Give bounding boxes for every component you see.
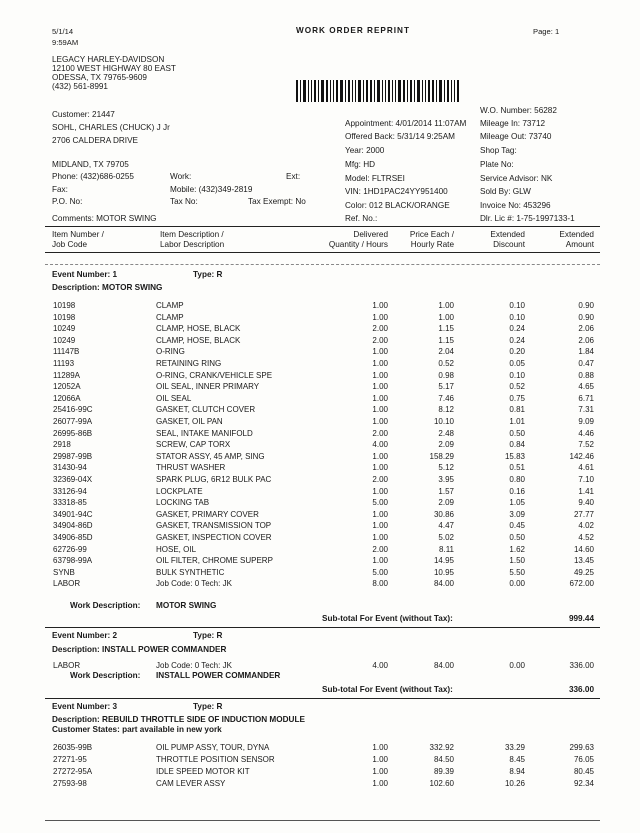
item-description: CLAMP [156,301,184,310]
item-number: 10198 [53,312,76,322]
event2-labor-row [0,660,640,671]
item-amount: 0.90 [578,301,594,310]
item-discount: 3.09 [509,509,525,519]
item-number: 26035-99B [53,743,93,752]
item-description: CLAMP [156,312,184,322]
customer-taxno: Tax No: [170,197,198,206]
item-amount: 9.40 [578,498,594,508]
item-description: SEAL, INTAKE MANIFOLD [156,428,253,438]
item-amount: 4.52 [578,533,594,542]
item-qty: 1.00 [372,779,388,788]
item-amount: 2.06 [578,335,594,345]
table-row [0,439,640,450]
customer-comments: Comments: MOTOR SWING [52,214,157,223]
item-amount: 92.34 [573,779,594,788]
customer-ext: Ext: [286,172,301,181]
item-discount: 8.94 [509,767,525,776]
item-price: 7.46 [438,393,454,403]
item-number: 10198 [53,301,76,310]
item-discount: 33.29 [504,743,525,752]
dealer-address1: 12100 WEST HIGHWAY 80 EAST [52,64,176,73]
item-discount: 0.10 [509,301,525,310]
item-description: GASKET, TRANSMISSION TOP [156,521,272,531]
item-number: 26077-99A [53,417,93,426]
plate-no: Plate No: [480,160,514,169]
item-qty: 5.00 [372,498,388,508]
item-price: 2.09 [438,498,454,508]
item-price: 10.95 [433,567,454,577]
item-amount: 0.47 [578,359,594,368]
event2-subtotal: 336.00 [568,685,594,694]
item-description: O-RING, CRANK/VEHICLE SPE [156,370,273,380]
customer-work: Work: [170,172,192,181]
page-title: WORK ORDER REPRINT [296,26,410,35]
item-price: 1.15 [438,324,454,334]
shop-tag: Shop Tag: [480,146,517,155]
table-row [0,312,640,323]
item-price: 0.52 [438,359,454,368]
vehicle-model: Model: FLTRSEI [345,174,405,183]
item-number: 2918 [53,440,71,450]
item-number: 11147B [53,347,80,357]
event2-work-desc: INSTALL POWER COMMANDER [156,671,281,680]
col-amt-1: Extended [559,230,594,239]
table-row [0,323,640,334]
item-amount: 7.10 [578,475,594,484]
table-row [0,520,640,531]
item-number: 31430-94 [53,463,87,473]
table-row [0,346,640,357]
item-discount: 8.45 [509,755,525,764]
item-discount: 0.10 [509,370,525,380]
page-bottom-rule [45,820,600,821]
item-discount: 0.00 [509,579,525,589]
item-discount: 0.51 [509,463,525,473]
item-number: 11289A [53,370,80,380]
item-price: 158.29 [429,451,454,461]
item-discount: 0.81 [509,405,525,415]
item-qty: 4.00 [372,440,388,450]
item-number: 12066A [53,393,81,403]
table-row [0,567,640,578]
item-description: IDLE SPEED MOTOR KIT [156,767,250,776]
print-date: 5/1/14 [52,27,74,36]
item-price: 84.00 [433,579,454,589]
customer-tax-exempt: Tax Exempt: No [248,197,306,206]
item-description: Job Code: 0 Tech: JK [156,579,232,589]
item-qty: 1.00 [372,533,388,542]
item-description: THROTTLE POSITION SENSOR [156,755,275,764]
item-amount: 299.63 [569,743,594,752]
item-discount: 0.75 [509,393,525,403]
item-discount: 10.26 [504,779,525,788]
event3-customer-states: Customer States: part available in new york [52,725,222,734]
item-discount: 0.24 [509,335,525,345]
item-number: 11193 [53,359,75,368]
item-description: O-RING [156,347,185,357]
item-discount: 0.80 [509,475,525,484]
item-discount: 0.05 [509,359,525,368]
service-advisor: Service Advisor: NK [480,174,553,183]
table-row [0,358,640,369]
table-row [0,497,640,508]
item-qty: 1.00 [372,393,388,403]
table-row [0,766,640,777]
item-number: 29987-99B [53,451,93,461]
item-description: SPARK PLUG, 6R12 BULK PAC [156,475,272,484]
customer-name: SOHL, CHARLES (CHUCK) J Jr [52,123,170,132]
item-description: Job Code: 0 Tech: JK [156,661,232,670]
event1-work-desc-label: Work Description: [70,601,141,610]
table-row [0,451,640,462]
event1-description: Description: MOTOR SWING [52,283,163,292]
col-disc-1: Extended [490,230,525,239]
item-discount: 0.84 [509,440,525,450]
item-amount: 336.00 [569,661,594,670]
item-discount: 1.05 [509,498,525,508]
item-price: 3.95 [438,475,454,484]
customer-number: Customer: 21447 [52,110,115,119]
item-description: OIL FILTER, CHROME SUPERP [156,556,273,566]
table-row [0,462,640,473]
item-qty: 1.00 [372,359,388,368]
item-qty: 8.00 [372,579,388,589]
item-description: GASKET, CLUTCH COVER [156,405,256,415]
item-description: CLAMP, HOSE, BLACK [156,335,241,345]
item-price: 8.12 [438,405,454,415]
col-desc-1: Item Description / [160,230,224,239]
event2-subtotal-label: Sub-total For Event (without Tax): [322,685,453,694]
item-price: 2.09 [438,440,454,450]
item-number: 34906-85D [53,533,93,542]
dealer-address2: ODESSA, TX 79765-9609 [52,73,147,82]
item-amount: 13.45 [573,556,594,566]
item-amount: 4.65 [578,382,594,392]
item-amount: 9.09 [578,417,594,426]
item-qty: 1.00 [372,312,388,322]
print-time: 9:59AM [52,38,79,47]
customer-po: P.O. No: [52,197,83,206]
mileage-out: Mileage Out: 73740 [480,132,552,141]
item-qty: 1.00 [372,382,388,392]
item-price: 10.10 [433,417,454,426]
item-number: LABOR [53,579,81,589]
event1-number: Event Number: 1 [52,270,118,279]
event3-type: Type: R [193,702,223,711]
item-number: 33318-85 [53,498,87,508]
item-price: 84.00 [433,661,454,670]
item-price: 1.00 [438,312,454,322]
table-row [0,474,640,485]
event1-subtotal-label: Sub-total For Event (without Tax): [322,614,453,623]
invoice-no: Invoice No: 453296 [480,201,551,210]
item-price: 332.92 [429,743,454,752]
item-discount: 0.52 [509,382,525,392]
item-price: 2.04 [438,347,454,357]
item-price: 102.60 [429,779,454,788]
col-amt-2: Amount [565,240,594,249]
col-price-1: Price Each / [409,230,454,239]
item-discount: 0.24 [509,324,525,334]
vehicle-vin: VIN: 1HD1PAC24YY951400 [345,187,448,196]
page-number: Page: 1 [533,27,560,36]
vehicle-year: Year: 2000 [345,146,385,155]
item-amount: 0.90 [578,312,594,322]
table-row [0,393,640,404]
item-amount: 4.46 [578,428,594,438]
item-description: GASKET, PRIMARY COVER [156,509,259,519]
item-amount: 6.71 [578,393,594,403]
table-row [0,532,640,543]
table-row [0,404,640,415]
item-description: GASKET, OIL PAN [156,417,223,426]
col-desc-2: Labor Description [160,240,225,249]
item-discount: 1.62 [509,544,525,554]
item-price: 14.95 [433,556,454,566]
event2-type: Type: R [193,631,223,640]
item-amount: 2.06 [578,324,594,334]
item-amount: 49.25 [573,567,594,577]
item-qty: 1.00 [372,743,388,752]
item-discount: 0.50 [509,533,525,542]
col-item-2: Job Code [52,240,88,249]
sold-by: Sold By: GLW [480,187,531,196]
item-description: LOCKING TAB [156,498,210,508]
header-rule-top [45,226,600,227]
item-discount: 0.45 [509,521,525,531]
item-amount: 7.52 [578,440,594,450]
table-row [0,300,640,311]
item-price: 84.50 [433,755,454,764]
dealer-name: LEGACY HARLEY-DAVIDSON [52,55,165,64]
item-description: STATOR ASSY, 45 AMP, SING [156,451,265,461]
event2-number: Event Number: 2 [52,631,118,640]
item-price: 1.15 [438,335,454,345]
item-description: OIL SEAL [156,393,192,403]
customer-address: 2706 CALDERA DRIVE [52,136,139,145]
item-discount: 0.00 [509,661,525,670]
event1-rule [45,264,600,265]
item-amount: 672.00 [569,579,594,589]
item-price: 8.11 [439,544,454,554]
item-qty: 2.00 [372,544,388,554]
header-rule-bottom [45,252,600,253]
table-row [0,335,640,346]
item-price: 2.48 [438,428,454,438]
item-qty: 1.00 [372,521,388,531]
offered-back: Offered Back: 5/31/14 9:25AM [345,132,455,141]
item-qty: 1.00 [372,509,388,519]
item-number: 27272-95A [53,767,93,776]
item-price: 30.86 [433,509,454,519]
table-row [0,486,640,497]
table-row [0,509,640,520]
item-qty: 1.00 [372,301,388,310]
item-price: 0.98 [438,370,454,380]
barcode [296,80,476,102]
event2-work-desc-label: Work Description: [70,671,141,680]
event1-subtotal: 999.44 [568,614,594,623]
table-row [0,778,640,789]
col-disc-2: Discount [493,240,525,249]
item-qty: 1.00 [372,755,388,764]
item-amount: 0.88 [578,370,594,380]
item-qty: 1.00 [372,556,388,566]
item-discount: 15.83 [504,451,525,461]
customer-phone: Phone: (432)686-0255 [52,172,134,181]
item-discount: 0.50 [509,428,525,438]
item-discount: 5.50 [509,567,525,577]
col-qty-1: Delivered [353,230,388,239]
dealer-license: Dlr. Lic #: 1-75-1997133-1 [480,214,575,223]
item-number: 33126-94 [53,486,87,496]
item-qty: 2.00 [372,335,388,345]
item-number: 27593-98 [53,779,87,788]
event1-type: Type: R [193,270,223,279]
item-qty: 2.00 [372,475,388,484]
item-qty: 5.00 [372,567,388,577]
appointment: Appointment: 4/01/2014 11:07AM [345,119,467,128]
table-row [0,578,640,589]
table-row [0,370,640,381]
item-price: 5.17 [438,382,454,392]
item-description: OIL PUMP ASSY, TOUR, DYNA [156,743,270,752]
item-description: SCREW, CAP TORX [156,440,231,450]
vehicle-color: Color: 012 BLACK/ORANGE [345,201,450,210]
item-description: LOCKPLATE [156,486,203,496]
col-price-2: Hourly Rate [410,240,454,249]
item-qty: 1.00 [372,451,388,461]
item-description: HOSE, OIL [156,544,197,554]
item-qty: 4.00 [372,661,388,670]
dealer-phone: (432) 561-8991 [52,82,108,91]
event2-rule [45,627,600,628]
item-amount: 7.31 [578,405,594,415]
item-price: 1.57 [438,486,454,496]
item-description: THRUST WASHER [156,463,226,473]
item-amount: 1.41 [578,486,594,496]
item-number: 26995-86B [53,428,93,438]
wo-number: W.O. Number: 56282 [480,106,557,115]
item-qty: 1.00 [372,486,388,496]
event3-number: Event Number: 3 [52,702,118,711]
item-number: 25416-99C [53,405,93,415]
mileage-in: Mileage In: 73712 [480,119,546,128]
item-number: 62726-99 [53,544,87,554]
item-discount: 1.50 [509,556,525,566]
item-description: CAM LEVER ASSY [156,779,226,788]
item-number: 27271-95 [53,755,87,764]
item-qty: 1.00 [372,417,388,426]
item-qty: 1.00 [372,767,388,776]
item-description: OIL SEAL, INNER PRIMARY [156,382,260,392]
item-amount: 4.61 [578,463,594,473]
item-amount: 27.77 [573,509,594,519]
customer-fax: Fax: [52,185,68,194]
item-description: BULK SYNTHETIC [156,567,225,577]
customer-mobile: Mobile: (432)349-2819 [170,185,253,194]
table-row [0,416,640,427]
item-number: LABOR [53,661,81,670]
item-number: 63798-99A [53,556,93,566]
item-description: RETAINING RING [156,359,222,368]
event3-description: Description: REBUILD THROTTLE SIDE OF INDUCTION MODULE [52,715,305,724]
item-number: SYNB [53,567,75,577]
item-qty: 1.00 [372,463,388,473]
item-number: 10249 [53,335,76,345]
table-row [0,381,640,392]
customer-city: MIDLAND, TX 79705 [52,160,129,169]
item-amount: 4.02 [578,521,594,531]
item-discount: 1.01 [509,417,525,426]
table-row [0,754,640,765]
item-amount: 80.45 [573,767,594,776]
table-row [0,555,640,566]
table-row [0,544,640,555]
table-row [0,428,640,439]
item-discount: 0.10 [509,312,525,322]
item-amount: 142.46 [569,451,594,461]
item-description: CLAMP, HOSE, BLACK [156,324,241,334]
item-qty: 2.00 [372,324,388,334]
item-price: 5.12 [438,463,454,473]
table-row [0,742,640,753]
col-item-1: Item Number / [52,230,104,239]
event3-rule [45,698,600,699]
item-amount: 1.84 [578,347,594,357]
item-number: 34901-94C [53,509,93,519]
item-amount: 76.05 [573,755,594,764]
vehicle-mfg: Mfg: HD [345,160,376,169]
item-number: 32369-04X [53,475,93,484]
item-price: 1.00 [438,301,454,310]
item-number: 10249 [53,324,76,334]
event1-work-desc: MOTOR SWING [156,601,217,610]
event2-description: Description: INSTALL POWER COMMANDER [52,645,227,654]
item-qty: 1.00 [372,405,388,415]
col-qty-2: Quantity / Hours [328,240,388,249]
item-number: 12052A [53,382,81,392]
item-price: 5.02 [438,533,454,542]
item-discount: 0.20 [509,347,525,357]
item-description: GASKET, INSPECTION COVER [156,533,272,542]
item-amount: 14.60 [573,544,594,554]
ref-no: Ref. No.: [345,214,378,223]
item-price: 4.47 [438,521,454,531]
item-discount: 0.16 [509,486,525,496]
item-qty: 1.00 [372,370,388,380]
item-qty: 2.00 [372,428,388,438]
item-number: 34904-86D [53,521,93,531]
item-price: 89.39 [433,767,454,776]
item-qty: 1.00 [372,347,388,357]
